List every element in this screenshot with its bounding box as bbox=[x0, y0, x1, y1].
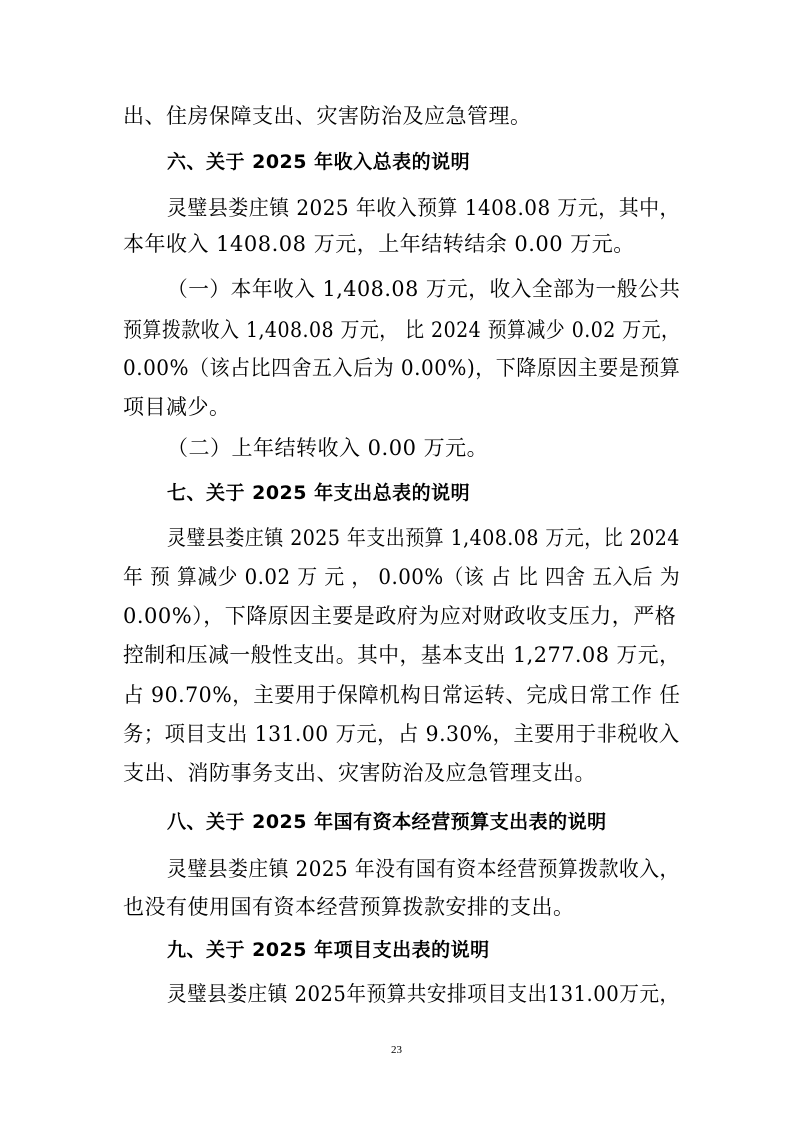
paragraph-line: 灵璧县娄庄镇 2025 年没有国有资本经营预算拨款收入， bbox=[167, 857, 680, 881]
paragraph-line: 灵璧县娄庄镇 2025 年收入预算 1408.08 万元，其中， bbox=[167, 196, 680, 220]
section-heading-6: 六、关于 2025 年收入总表的说明 bbox=[167, 151, 471, 173]
paragraph-line: 0.00%），下降原因主要是政府为应对财政收支压力，严格 bbox=[123, 604, 677, 628]
section-heading-8: 八、关于 2025 年国有资本经营预算支出表的说明 bbox=[167, 811, 607, 833]
paragraph-line: 本年收入 1408.08 万元，上年结转结余 0.00 万元。 bbox=[123, 232, 635, 256]
paragraph-line: 项目减少。 bbox=[123, 395, 231, 419]
paragraph-line: 占 90.70%，主要用于保障机构日常运转、完成日常工作 任 bbox=[123, 683, 681, 707]
paragraph-line: 也没有使用国有资本经营预算拨款安排的支出。 bbox=[123, 895, 575, 919]
paragraph-line: 预算拨款收入 1,408.08 万元， 比 2024 预算减少 0.02 万元， bbox=[123, 318, 681, 342]
paragraph-line: 控制和压减一般性支出。其中，基本支出 1,277.08 万元， bbox=[123, 643, 681, 667]
paragraph-line: 0.00%（该占比四舍五入后为 0.00%)，下降原因主要是预算 bbox=[123, 356, 681, 380]
paragraph-line: 务；项目支出 131.00 万元，占 9.30%，主要用于非税收入 bbox=[123, 722, 680, 746]
paragraph-line: 灵璧县娄庄镇 2025 年支出预算 1,408.08 万元，比 2024 bbox=[167, 526, 680, 550]
page-number: 23 bbox=[391, 1044, 402, 1056]
section-heading-7: 七、关于 2025 年支出总表的说明 bbox=[167, 482, 471, 504]
paragraph-line: 年 预 算减少 0.02 万 元 ， 0.00%（该 占 比 四舍 五入后 为 bbox=[123, 565, 681, 589]
paragraph-line: （二）上年结转收入 0.00 万元。 bbox=[167, 436, 489, 460]
paragraph-line: 出、住房保障支出、灾害防治及应急管理。 bbox=[123, 104, 532, 128]
section-heading-9: 九、关于 2025 年项目支出表的说明 bbox=[167, 939, 490, 961]
paragraph-line: 灵璧县娄庄镇 2025年预算共安排项目支出131.00万元， bbox=[167, 982, 680, 1006]
paragraph-line: （一）本年收入 1,408.08 万元，收入全部为一般公共 bbox=[167, 277, 681, 301]
paragraph-line: 支出、消防事务支出、灾害防治及应急管理支出。 bbox=[123, 761, 596, 785]
